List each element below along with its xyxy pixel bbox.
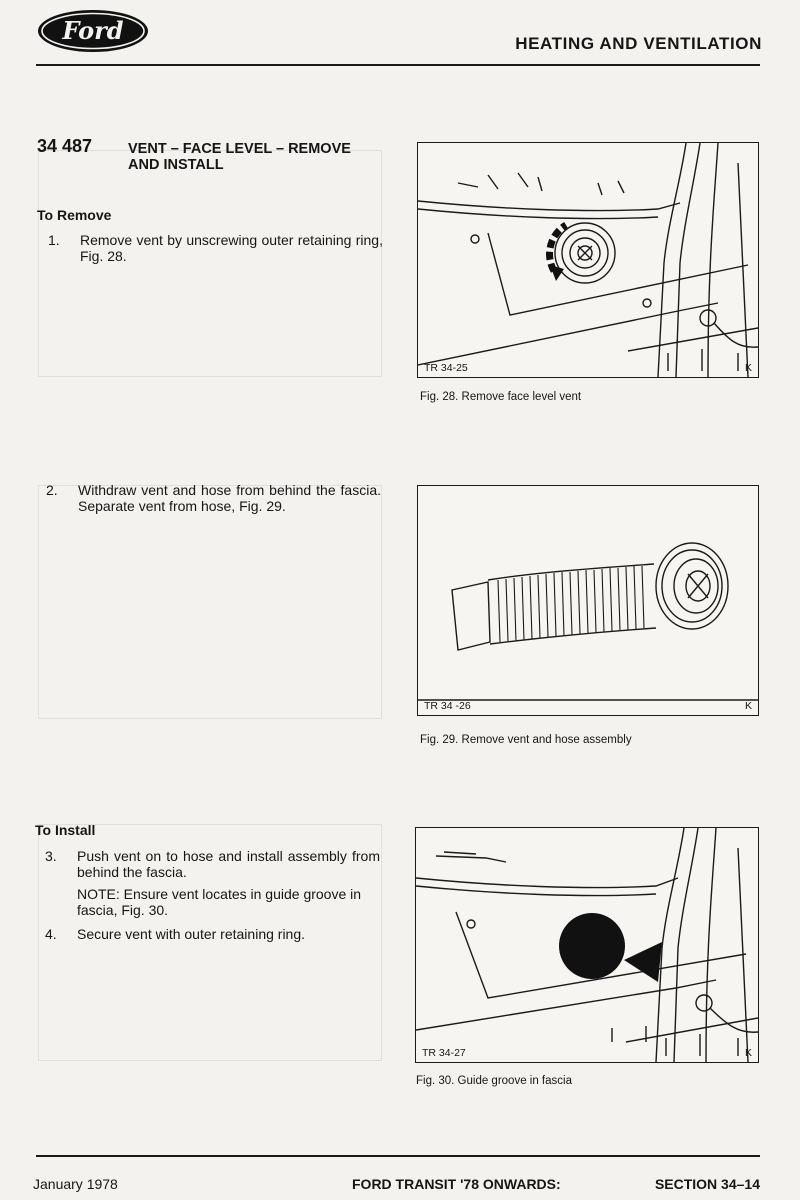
footer-section: SECTION 34–14	[654, 1176, 760, 1192]
logo-text: Ford	[62, 16, 124, 45]
footer-rule	[36, 1155, 760, 1157]
figure-30-mark: K	[744, 1047, 752, 1059]
figure-28-caption: Fig. 28. Remove face level vent	[420, 391, 582, 403]
step-2-number: 2.	[46, 482, 58, 498]
step-3-text: Push vent on to hose and install assembly from behind the fascia.	[77, 848, 380, 880]
figure-30-drawing	[416, 828, 758, 1062]
install-note: NOTE: Ensure vent locates in guide groove in fascia, Fig. 30.	[77, 886, 362, 918]
header-rule	[36, 64, 760, 66]
ford-logo	[36, 8, 150, 54]
figure-30-image	[415, 827, 759, 1063]
step-4-number: 4.	[45, 926, 57, 942]
figure-29-mark: K	[744, 700, 752, 712]
step-3-number: 3.	[45, 848, 57, 864]
step-2-text: Withdraw vent and hose from behind the fascia. Separate vent from hose, Fig. 29.	[78, 482, 381, 514]
step-1-number: 1.	[48, 232, 60, 248]
step-4-text: Secure vent with outer retaining ring.	[77, 926, 306, 942]
figure-28-drawing	[418, 143, 758, 377]
page-header-title: HEATING AND VENTILATION	[515, 34, 762, 53]
figure-28-mark: K	[744, 362, 752, 374]
section-title-line-2: AND INSTALL	[128, 157, 224, 173]
step-1-text: Remove vent by unscrewing outer retaining ring, Fig. 28.	[80, 232, 383, 264]
figure-28-ref: TR 34-25	[424, 362, 468, 374]
section-number: 34 487	[37, 136, 93, 156]
to-install-heading: To Install	[35, 822, 96, 838]
figure-29-ref: TR 34 -26	[424, 700, 471, 712]
figure-28-image	[417, 142, 759, 378]
footer-date: January 1978	[33, 1176, 118, 1192]
figure-30-ref: TR 34-27	[422, 1047, 466, 1059]
ghost-figure	[38, 485, 382, 719]
section-title-line-1: VENT – FACE LEVEL – REMOVE	[128, 141, 351, 157]
figure-29-drawing	[418, 486, 758, 715]
figure-30-caption: Fig. 30. Guide groove in fascia	[416, 1075, 572, 1087]
section-title	[128, 141, 388, 173]
to-remove-heading: To Remove	[37, 207, 112, 223]
figure-29-caption: Fig. 29. Remove vent and hose assembly	[420, 734, 632, 746]
figure-29-image	[417, 485, 759, 716]
footer-model: FORD TRANSIT '78 ONWARDS:	[352, 1176, 561, 1192]
